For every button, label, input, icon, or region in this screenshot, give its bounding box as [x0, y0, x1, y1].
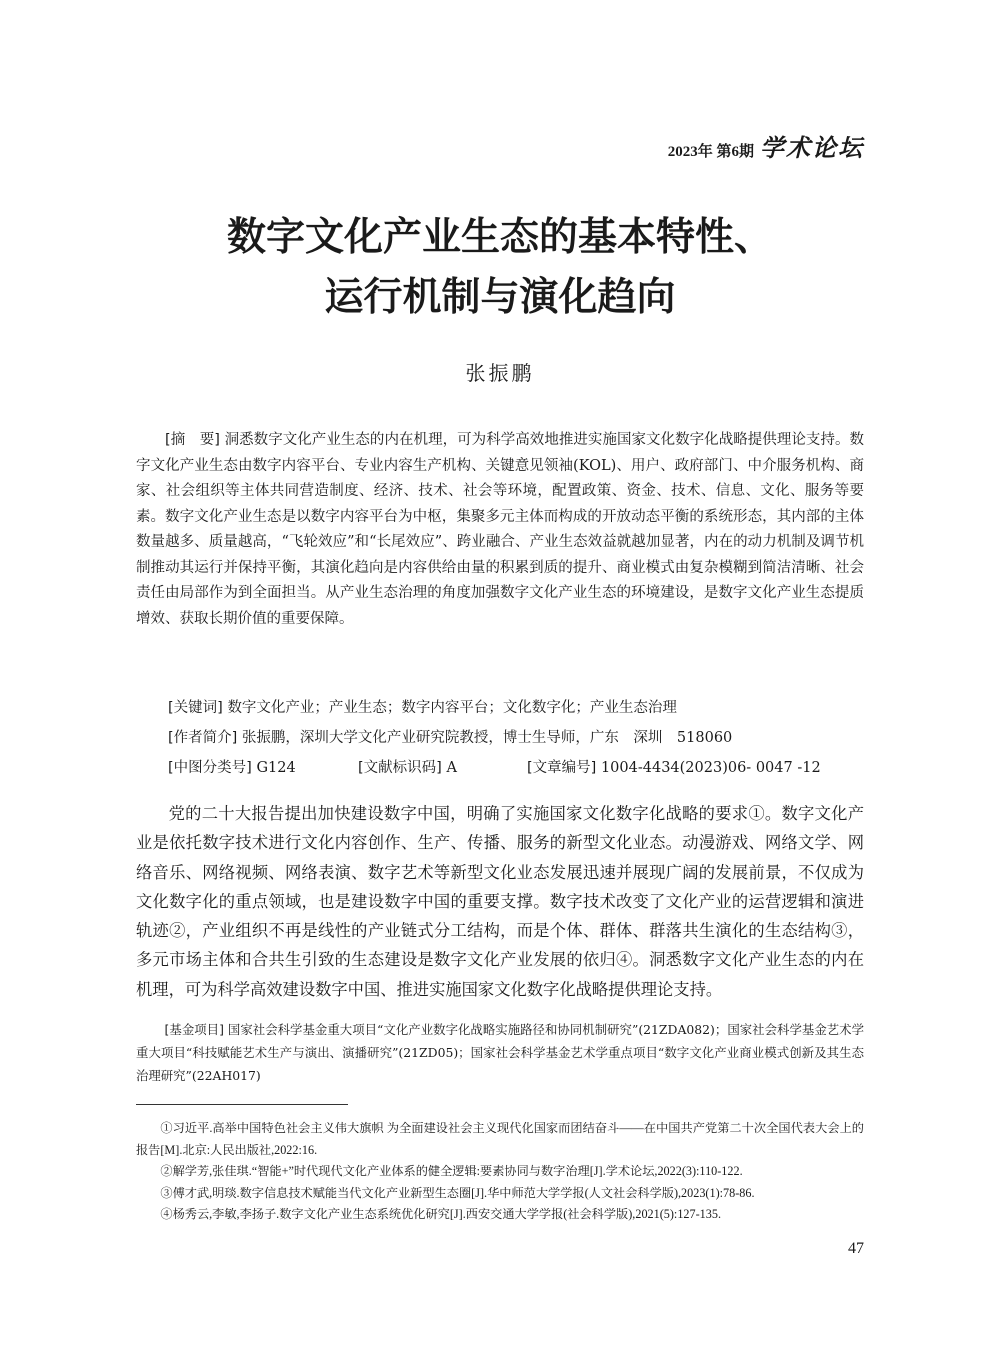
article-number-label: [文章编号]: [527, 760, 597, 776]
article-title: [0, 208, 1000, 328]
body-paragraph: 党的二十大报告提出加快建设数字中国，明确了实施国家文化数字化战略的要求①。数字文化产业是依托数字技术进行文化内容创作、生产、传播、服务的新型文化业态。动漫游戏、网络文学、网络音乐、网络视频、网络表演、数字艺术等新型文化业态发展迅速并展现广阔的发展前景，不仅成为文化数字化的重点领域，也是建设数字中国的重要支撑。数字技术改变了文化产业的运营逻辑和演进轨迹②，产业组织不再是线性的产业链式分工结构，而是个体、群体、群落共生演化的生态结构③，多元市场主体和合共生引致的生态建设是数字文化产业发展的依归④。洞悉数字文化产业生态的内在机理，可为科学高效建设数字中国、推进实施国家文化数字化战略提供理论支持。: [136, 804, 864, 999]
clc-value: G124: [256, 760, 296, 776]
fund-label: [基金项目]: [164, 1022, 224, 1037]
title-line-1: 数字文化产业生态的基本特性、: [226, 215, 773, 260]
keywords-text: 数字文化产业；产业生态；数字内容平台；文化数字化；产业生态治理: [227, 700, 677, 716]
clc-field: [168, 760, 296, 776]
fund-text: 国家社会科学基金重大项目“文化产业数字化战略实施路径和协同机制研究”(21ZDA082)；国家社会科学基金艺术学重大项目“科技赋能艺术生产与演出、演播研究”(21ZD05)；国家社会科学基金艺术学重点项目“数字文化产业商业模式创新及其生态治理研究”(22AH017): [136, 1022, 864, 1083]
footnote-4: ④杨秀云,李敏,李扬子.数字文化产业生态系统优化研究[J].西安交通大学学报(社会科学版),2021(5):127-135.: [160, 1207, 721, 1221]
doc-code-field: [358, 755, 457, 781]
author-name: 张振鹏: [465, 361, 535, 385]
running-header: [668, 128, 864, 163]
page-number: 47: [848, 1240, 864, 1257]
fund-info: [136, 1018, 864, 1087]
author-info-label: [作者简介]: [168, 730, 238, 746]
abstract: [136, 428, 864, 632]
footnote-2: ②解学芳,张佳琪.“智能+”时代现代文化产业体系的健全逻辑:要素协同与数字治理[J].学术论坛,2022(3):110-122.: [160, 1164, 743, 1178]
footnote-1: ①习近平.高举中国特色社会主义伟大旗帜 为全面建设社会主义现代化国家而团结奋斗——在中国共产党第二十次全国代表大会上的报告[M].北京:人民出版社,2022:16.: [136, 1121, 864, 1157]
clc-label: [中图分类号]: [168, 760, 252, 776]
journal-name: 学术论坛: [760, 133, 864, 162]
doc-code-label: [文献标识码]: [358, 760, 442, 776]
title-line-2: 运行机制与演化趋向: [324, 275, 676, 320]
keywords-label: [关键词]: [168, 700, 223, 716]
article-number-field: [527, 755, 821, 781]
classification-line: [168, 755, 868, 781]
keywords: [168, 695, 868, 721]
abstract-text: 洞悉数字文化产业生态的内在机理，可为科学高效地推进实施国家文化数字化战略提供理论支持。数字文化产业生态由数字内容平台、专业内容生产机构、关键意见领袖(KOL)、用户、政府部门、中介服务机构、商家、社会组织等主体共同营造制度、经济、技术、社会等环境，配置政策、资金、技术、信息、文化、服务等要素。数字文化产业生态是以数字内容平台为中枢，集聚多元主体而构成的开放动态平衡的系统形态，其内部的主体数量越多、质量越高，“飞轮效应”和“长尾效应”、跨业融合、产业生态效益就越加显著，内在的动力机制及调节机制推动其运行并保持平衡，其演化趋向是内容供给由量的积累到质的提升、商业模式由复杂模糊到简洁清晰、社会责任由局部作为到全面担当。从产业生态治理的角度加强数字文化产业生态的环境建设，是数字文化产业生态提质增效、获取长期价值的重要保障。: [136, 432, 865, 627]
author-info: [168, 725, 868, 751]
issue-label: 2023年 第6期: [667, 144, 754, 160]
footnotes: [136, 1118, 864, 1226]
abstract-label: [摘 要]: [165, 432, 220, 448]
footnote-separator: [136, 1104, 348, 1105]
article-number-value: 1004-4434(2023)06- 0047 -12: [600, 760, 821, 776]
footnote-3: ③傅才武,明琰.数字信息技术赋能当代文化产业新型生态圈[J].华中师范大学学报(人文社会科学版),2023(1):78-86.: [160, 1185, 755, 1200]
doc-code-value: A: [446, 760, 457, 776]
author-info-text: 张振鹏，深圳大学文化产业研究院教授，博士生导师，广东 深圳 518060: [241, 730, 733, 746]
